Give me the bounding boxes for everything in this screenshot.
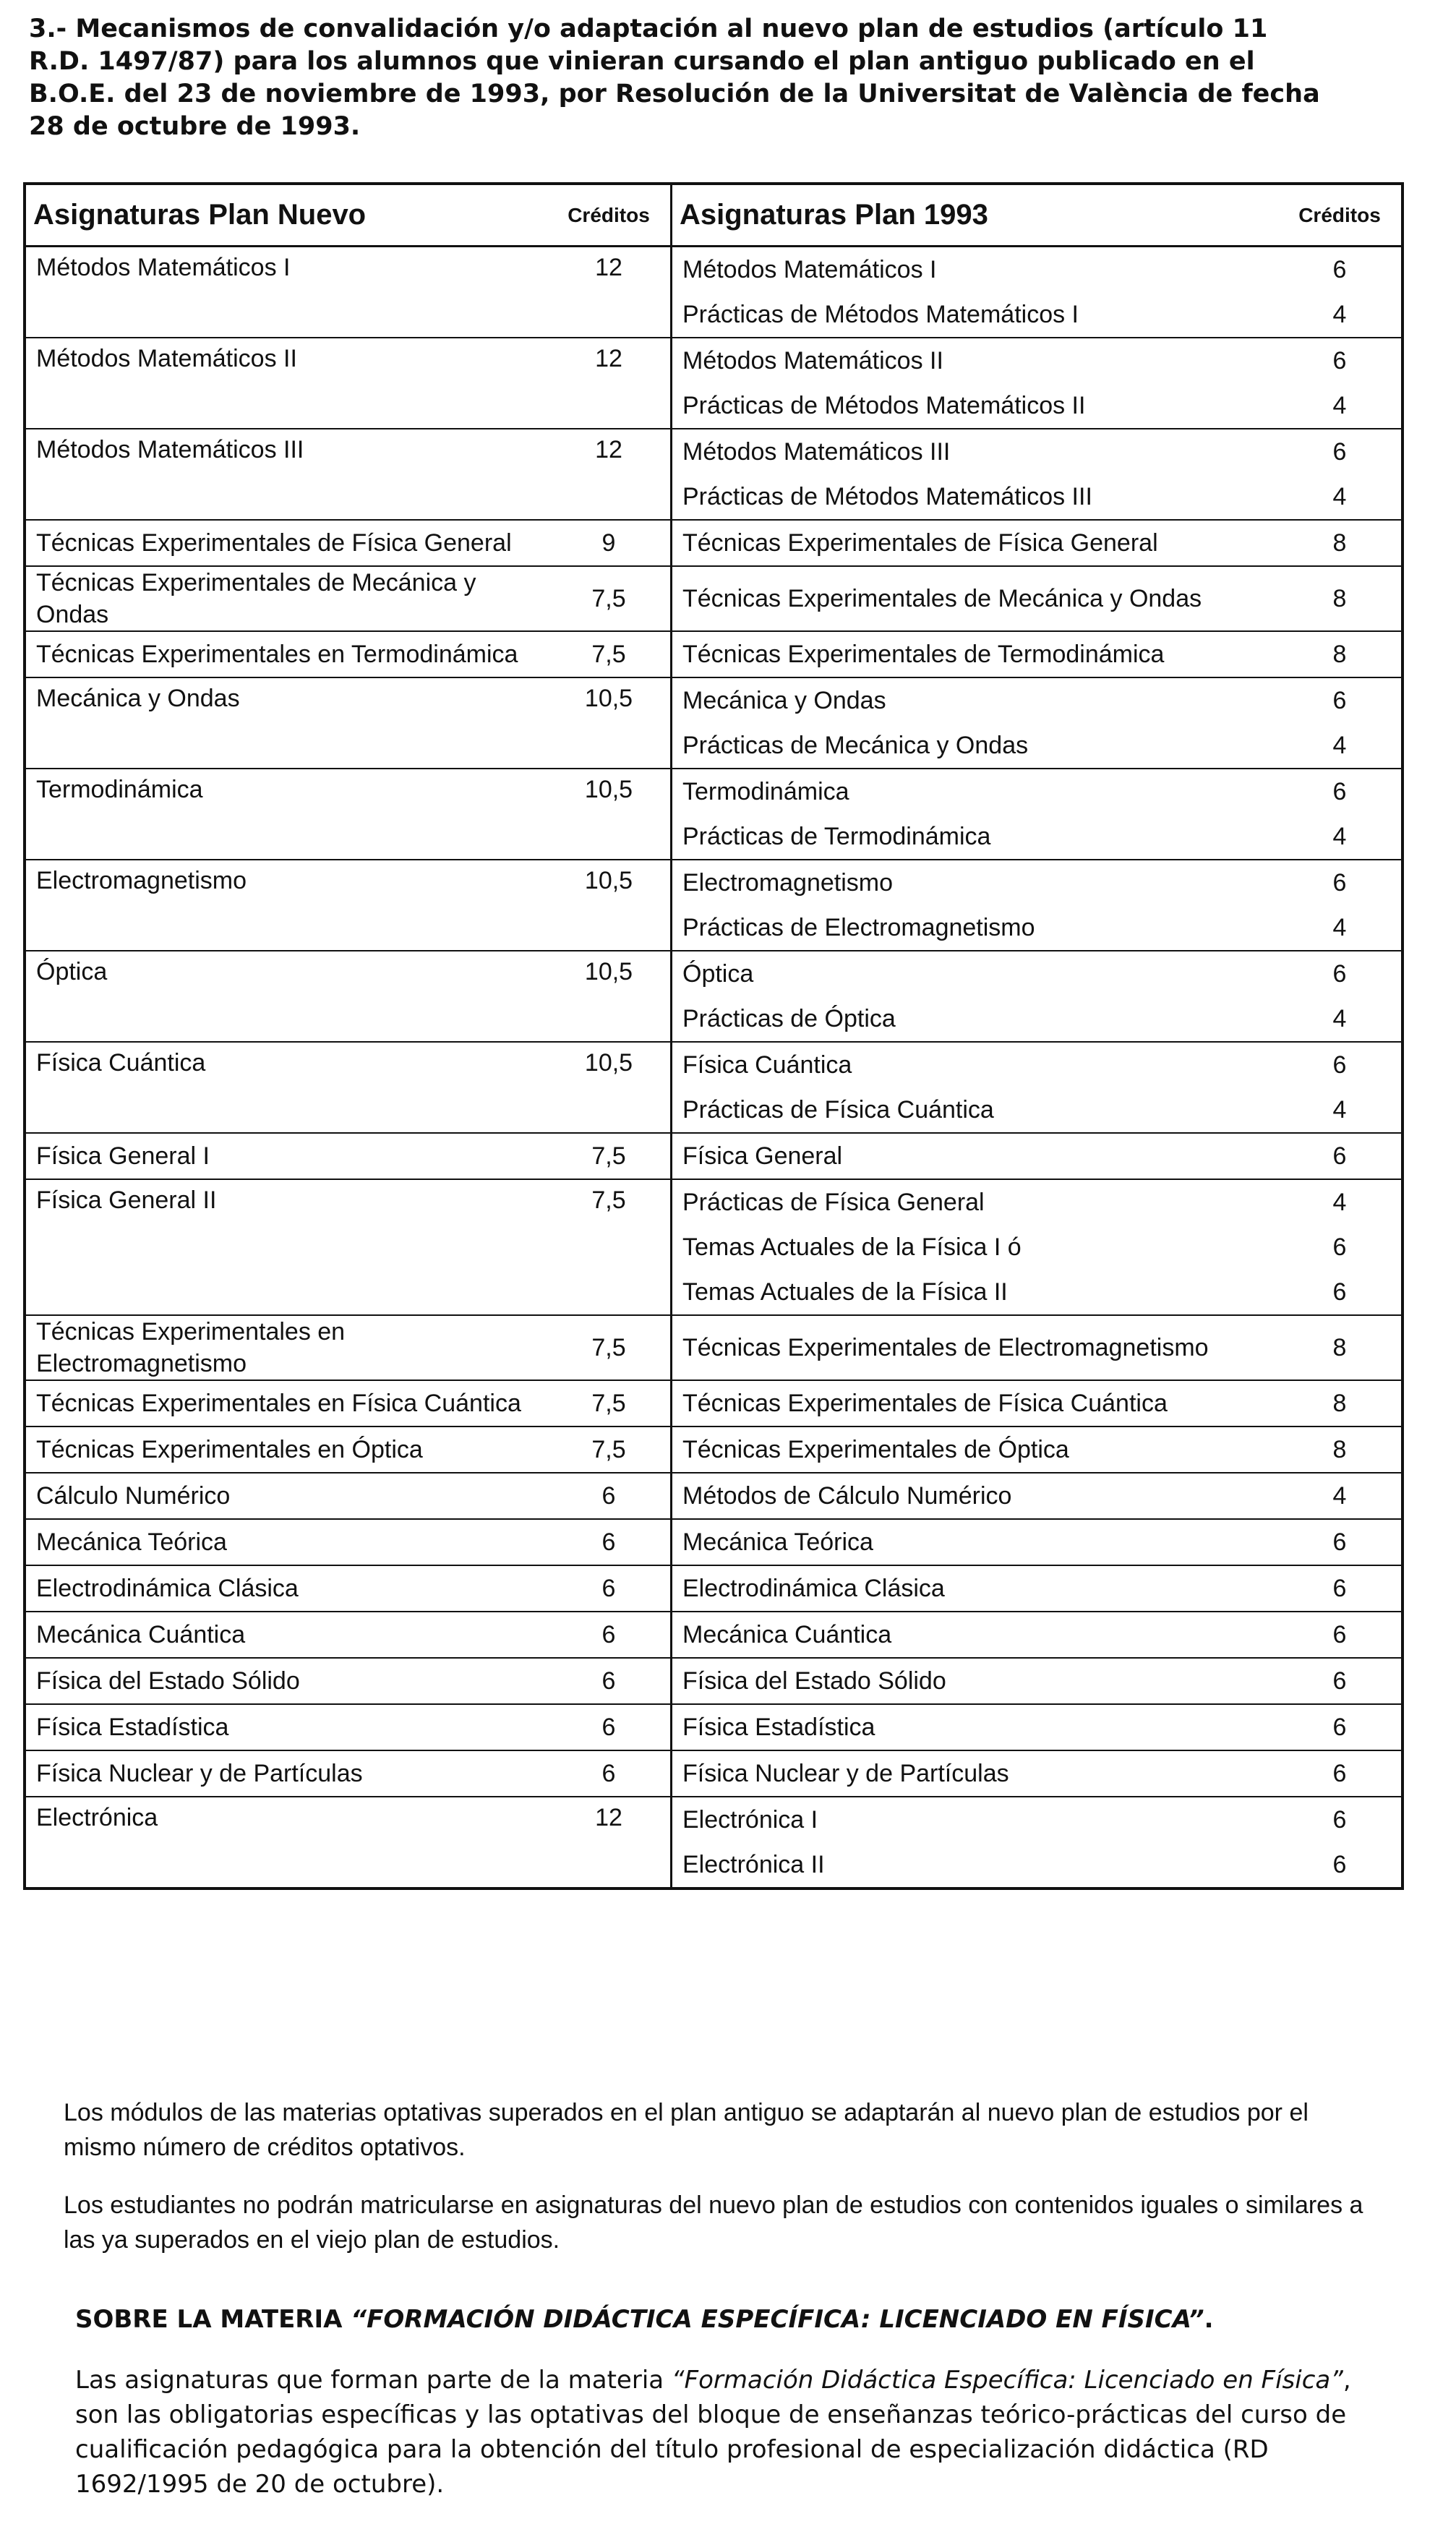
old-plan-credits: 6: [1332, 1528, 1347, 1556]
header-new-plan: [26, 185, 672, 245]
old-plan-credits: 6: [1332, 868, 1347, 897]
new-plan-cell: [26, 247, 672, 337]
new-plan-subject: Óptica: [36, 958, 108, 985]
old-plan-item: [672, 1842, 1401, 1887]
old-plan-credits: 4: [1332, 391, 1347, 419]
old-plan-credits: 6: [1332, 1850, 1347, 1878]
new-plan-credits: 12: [595, 436, 622, 463]
old-plan-subject: Prácticas de Electromagnetismo: [682, 914, 1035, 941]
new-plan-credits: 6: [601, 1482, 616, 1510]
old-plan-subject: Temas Actuales de la Física II: [682, 1278, 1008, 1306]
section-title-prefix: SOBRE LA MATERIA: [75, 2305, 351, 2334]
old-plan-item: [672, 1427, 1401, 1472]
old-plan-credits: 6: [1332, 686, 1347, 714]
old-plan-credits: 4: [1332, 300, 1347, 328]
old-plan-cell: [672, 769, 1401, 859]
new-plan-cell: [26, 1134, 672, 1179]
new-plan-subject: Electromagnetismo: [36, 867, 247, 894]
new-plan-cell: [26, 1427, 672, 1472]
section-title: [75, 2305, 1214, 2334]
old-plan-credits: 6: [1332, 1051, 1347, 1079]
table-row: [26, 1134, 1401, 1180]
table-row: [26, 1316, 1401, 1381]
old-plan-item: [672, 905, 1401, 950]
new-plan-credits: 7,5: [591, 1390, 626, 1417]
old-plan-item: [672, 383, 1401, 428]
new-plan-cell: [26, 860, 672, 950]
table-row: [26, 247, 1401, 338]
old-plan-cell: [672, 1659, 1401, 1703]
old-plan-item: [672, 860, 1401, 905]
old-plan-item: [672, 338, 1401, 383]
old-plan-credits: 6: [1332, 1805, 1347, 1834]
section-paragraph-italic: “Formación Didáctica Específica: Licenciado en Física”: [671, 2366, 1343, 2395]
section-paragraph: [75, 2363, 1369, 2502]
old-plan-cell: [672, 1612, 1401, 1657]
old-plan-cell: [672, 1797, 1401, 1887]
old-plan-item: [672, 1705, 1401, 1750]
new-plan-credits: 10,5: [584, 867, 633, 894]
old-plan-credits: 6: [1332, 1667, 1347, 1695]
old-plan-subject: Mecánica y Ondas: [682, 687, 886, 714]
old-plan-credits: 6: [1332, 255, 1347, 283]
old-plan-cell: [672, 860, 1401, 950]
old-plan-cell: [672, 567, 1401, 630]
table-row: [26, 1751, 1401, 1797]
old-plan-cell: [672, 632, 1401, 677]
new-plan-cell: [26, 1381, 672, 1426]
old-plan-subject: Prácticas de Métodos Matemáticos I: [682, 301, 1079, 328]
old-plan-credits: 8: [1332, 1389, 1347, 1417]
table-row: [26, 632, 1401, 678]
old-plan-credits: 6: [1332, 346, 1347, 375]
table-row: [26, 1705, 1401, 1751]
table-row: [26, 567, 1401, 632]
table-row: [26, 338, 1401, 429]
new-plan-credits: 6: [601, 1575, 616, 1602]
new-plan-credits: 6: [601, 1714, 616, 1741]
page-heading: 3.- Mecanismos de convalidación y/o adaptación al nuevo plan de estudios (artículo 11 R.D. 1497/87) para los alumnos que vinieran cursando el plan antiguo publicado en el B.O.E. del 23 de noviembre de 1993, por Resolución de la Universitat de València de fecha 28 de octubre de 1993.: [29, 14, 1320, 141]
old-plan-item: [672, 521, 1401, 565]
new-plan-subject: Termodinámica: [36, 776, 203, 803]
old-plan-item: [672, 1473, 1401, 1518]
table-row: [26, 860, 1401, 951]
new-plan-subject: Técnicas Experimentales en Termodinámica: [36, 641, 518, 668]
old-plan-cell: [672, 521, 1401, 565]
new-plan-credits: 7,5: [591, 1142, 626, 1170]
old-plan-credits: 8: [1332, 1333, 1347, 1361]
old-plan-credits: 6: [1332, 1142, 1347, 1170]
old-plan-subject: Prácticas de Física Cuántica: [682, 1096, 994, 1124]
new-plan-cell: [26, 1612, 672, 1657]
old-plan-credits: 6: [1332, 1620, 1347, 1648]
old-plan-subject: Técnicas Experimentales de Óptica: [682, 1436, 1069, 1463]
section-title-italic: “FORMACIÓN DIDÁCTICA ESPECÍFICA: LICENCIADO EN FÍSICA”: [351, 2305, 1204, 2334]
old-plan-item: [672, 247, 1401, 292]
new-plan-subject: Técnicas Experimentales de Física General: [36, 529, 512, 557]
old-plan-cell: [672, 1180, 1401, 1314]
new-plan-cell: [26, 1705, 672, 1750]
new-plan-cell: [26, 429, 672, 519]
new-plan-credits: 6: [601, 1528, 616, 1556]
old-plan-cell: [672, 1043, 1401, 1132]
old-plan-subject: Prácticas de Métodos Matemáticos III: [682, 483, 1092, 510]
old-plan-credits: 4: [1332, 1188, 1347, 1216]
old-plan-subject: Métodos de Cálculo Numérico: [682, 1482, 1012, 1510]
header-new-plan-credits: Créditos: [568, 203, 650, 226]
table-row: [26, 1566, 1401, 1612]
table-row: [26, 1473, 1401, 1520]
old-plan-item: [672, 1325, 1401, 1370]
table-row: [26, 1180, 1401, 1316]
old-plan-credits: 6: [1332, 1713, 1347, 1741]
new-plan-credits: 12: [595, 1804, 622, 1831]
old-plan-cell: [672, 1427, 1401, 1472]
old-plan-subject: Técnicas Experimentales de Física General: [682, 529, 1158, 557]
old-plan-item: [672, 1270, 1401, 1314]
header-new-plan-title: Asignaturas Plan Nuevo: [33, 199, 367, 231]
new-plan-credits: 6: [601, 1667, 616, 1695]
old-plan-cell: [672, 1566, 1401, 1611]
new-plan-subject: Física General II: [36, 1186, 217, 1214]
old-plan-item: [672, 769, 1401, 814]
new-plan-subject: Mecánica Cuántica: [36, 1621, 246, 1648]
section-paragraph-end: , son las obligatorias específicas y las optativas del bloque de enseñanzas teórico-prácticas del curso de cualificación pedagógica para la obtención del título profesional de especialización didáctica (RD 1692/1995 de 20 de octubre).: [75, 2366, 1351, 2499]
new-plan-cell: [26, 1566, 672, 1611]
new-plan-credits: 7,5: [591, 641, 626, 668]
old-plan-subject: Óptica: [682, 960, 754, 988]
new-plan-subject: Técnicas Experimentales en Física Cuántica: [36, 1390, 521, 1417]
new-plan-cell: [26, 567, 672, 630]
old-plan-credits: 4: [1332, 1004, 1347, 1032]
old-plan-item: [672, 292, 1401, 337]
old-plan-subject: Métodos Matemáticos I: [682, 256, 937, 283]
new-plan-cell: [26, 769, 672, 859]
old-plan-item: [672, 678, 1401, 723]
old-plan-item: [672, 429, 1401, 474]
old-plan-credits: 4: [1332, 1481, 1347, 1510]
old-plan-subject: Técnicas Experimentales de Física Cuántica: [682, 1390, 1168, 1417]
note-matricula: Los estudiantes no podrán matricularse en asignaturas del nuevo plan de estudios con contenidos iguales o similares a las ya superados en el viejo plan de estudios.: [64, 2191, 1363, 2254]
new-plan-cell: [26, 1180, 672, 1314]
old-plan-cell: [672, 1705, 1401, 1750]
new-plan-subject: Técnicas Experimentales en Electromagnetismo: [36, 1318, 346, 1377]
old-plan-item: [672, 1087, 1401, 1132]
convalidation-table: [23, 182, 1404, 1890]
table-row: [26, 1612, 1401, 1659]
old-plan-cell: [672, 1381, 1401, 1426]
new-plan-credits: 6: [601, 1760, 616, 1787]
new-plan-cell: [26, 1520, 672, 1565]
old-plan-item: [672, 1225, 1401, 1270]
new-plan-credits: 6: [601, 1621, 616, 1648]
old-plan-cell: [672, 1520, 1401, 1565]
new-plan-credits: 10,5: [584, 776, 633, 803]
new-plan-credits: 10,5: [584, 1049, 633, 1077]
old-plan-cell: [672, 429, 1401, 519]
old-plan-credits: 6: [1332, 1759, 1347, 1787]
new-plan-subject: Física Estadística: [36, 1714, 229, 1741]
new-plan-subject: Mecánica y Ondas: [36, 685, 240, 712]
old-plan-cell: [672, 1134, 1401, 1179]
old-plan-item: [672, 1134, 1401, 1179]
table-row: [26, 429, 1401, 521]
old-plan-subject: Métodos Matemáticos III: [682, 438, 951, 466]
old-plan-subject: Física Nuclear y de Partículas: [682, 1760, 1009, 1787]
note-optativas: Los módulos de las materias optativas superados en el plan antiguo se adaptarán al nuevo plan de estudios por el mismo número de créditos optativos.: [64, 2099, 1309, 2161]
old-plan-subject: Mecánica Cuántica: [682, 1621, 892, 1648]
old-plan-credits: 8: [1332, 640, 1347, 668]
new-plan-subject: Métodos Matemáticos II: [36, 345, 297, 372]
old-plan-credits: 4: [1332, 822, 1347, 850]
old-plan-credits: 6: [1332, 1233, 1347, 1261]
old-plan-item: [672, 1659, 1401, 1703]
new-plan-credits: 7,5: [591, 1436, 626, 1463]
old-plan-subject: Electrodinámica Clásica: [682, 1575, 945, 1602]
table-header-row: [26, 185, 1401, 247]
old-plan-item: [672, 1566, 1401, 1611]
old-plan-subject: Prácticas de Mecánica y Ondas: [682, 732, 1029, 759]
old-plan-item: [672, 474, 1401, 519]
new-plan-credits: 10,5: [584, 685, 633, 712]
old-plan-credits: 4: [1332, 1095, 1347, 1124]
old-plan-subject: Termodinámica: [682, 778, 849, 805]
old-plan-cell: [672, 247, 1401, 337]
old-plan-item: [672, 1043, 1401, 1087]
old-plan-cell: [672, 1473, 1401, 1518]
old-plan-subject: Prácticas de Métodos Matemáticos II: [682, 392, 1086, 419]
new-plan-subject: Electrónica: [36, 1804, 158, 1831]
old-plan-credits: 8: [1332, 529, 1347, 557]
new-plan-subject: Técnicas Experimentales en Óptica: [36, 1436, 423, 1463]
new-plan-credits: 12: [595, 345, 622, 372]
new-plan-cell: [26, 632, 672, 677]
table-row: [26, 951, 1401, 1043]
old-plan-item: [672, 1751, 1401, 1796]
header-old-plan-credits: Créditos: [1298, 203, 1381, 226]
new-plan-cell: [26, 521, 672, 565]
table-row: [26, 1381, 1401, 1427]
header-old-plan: [672, 185, 1401, 245]
table-row: [26, 1043, 1401, 1134]
section-paragraph-start: Las asignaturas que forman parte de la materia: [75, 2366, 672, 2395]
new-plan-subject: Métodos Matemáticos III: [36, 436, 304, 463]
new-plan-credits: 7,5: [591, 1186, 626, 1214]
new-plan-cell: [26, 678, 672, 768]
old-plan-subject: Técnicas Experimentales de Termodinámica: [682, 641, 1165, 668]
old-plan-credits: 6: [1332, 959, 1347, 988]
new-plan-credits: 7,5: [591, 585, 626, 612]
new-plan-cell: [26, 1751, 672, 1796]
new-plan-subject: Física Nuclear y de Partículas: [36, 1760, 363, 1787]
new-plan-subject: Métodos Matemáticos I: [36, 254, 291, 281]
old-plan-item: [672, 996, 1401, 1041]
old-plan-subject: Prácticas de Termodinámica: [682, 823, 991, 850]
old-plan-subject: Física Estadística: [682, 1714, 875, 1741]
old-plan-item: [672, 814, 1401, 859]
old-plan-item: [672, 632, 1401, 677]
old-plan-item: [672, 1520, 1401, 1565]
old-plan-credits: 4: [1332, 482, 1347, 510]
old-plan-subject: Electrónica I: [682, 1806, 818, 1834]
old-plan-subject: Física Cuántica: [682, 1051, 852, 1079]
old-plan-credits: 4: [1332, 913, 1347, 941]
old-plan-item: [672, 951, 1401, 996]
old-plan-cell: [672, 678, 1401, 768]
new-plan-cell: [26, 1659, 672, 1703]
old-plan-cell: [672, 1751, 1401, 1796]
new-plan-credits: 10,5: [584, 958, 633, 985]
section-title-suffix: .: [1204, 2305, 1214, 2334]
table-row: [26, 1427, 1401, 1473]
old-plan-subject: Técnicas Experimentales de Mecánica y Ondas: [682, 585, 1202, 612]
old-plan-cell: [672, 1316, 1401, 1380]
new-plan-cell: [26, 1316, 672, 1380]
table-body: [26, 247, 1401, 1887]
new-plan-credits: 7,5: [591, 1334, 626, 1361]
new-plan-cell: [26, 1043, 672, 1132]
old-plan-subject: Métodos Matemáticos II: [682, 347, 943, 375]
old-plan-item: [672, 1381, 1401, 1426]
table-row: [26, 1797, 1401, 1887]
new-plan-subject: Técnicas Experimentales de Mecánica y Ondas: [36, 569, 476, 628]
old-plan-subject: Electromagnetismo: [682, 869, 894, 897]
old-plan-item: [672, 1180, 1401, 1225]
new-plan-credits: 12: [595, 254, 622, 281]
new-plan-cell: [26, 338, 672, 428]
old-plan-item: [672, 1612, 1401, 1657]
old-plan-subject: Prácticas de Física General: [682, 1189, 985, 1216]
old-plan-cell: [672, 951, 1401, 1041]
new-plan-cell: [26, 1797, 672, 1887]
table-row: [26, 521, 1401, 567]
old-plan-item: [672, 723, 1401, 768]
old-plan-credits: 6: [1332, 1278, 1347, 1306]
new-plan-subject: Física Cuántica: [36, 1049, 206, 1077]
table-row: [26, 1659, 1401, 1705]
old-plan-item: [672, 576, 1401, 621]
new-plan-subject: Electrodinámica Clásica: [36, 1575, 299, 1602]
old-plan-subject: Física General: [682, 1142, 843, 1170]
old-plan-subject: Temas Actuales de la Física I ó: [682, 1233, 1022, 1261]
new-plan-subject: Cálculo Numérico: [36, 1482, 231, 1510]
new-plan-subject: Física General I: [36, 1142, 210, 1170]
header-old-plan-title: Asignaturas Plan 1993: [680, 199, 988, 231]
old-plan-subject: Física del Estado Sólido: [682, 1667, 946, 1695]
old-plan-cell: [672, 338, 1401, 428]
old-plan-subject: Mecánica Teórica: [682, 1528, 873, 1556]
new-plan-credits: 9: [601, 529, 616, 557]
old-plan-credits: 6: [1332, 777, 1347, 805]
old-plan-credits: 6: [1332, 437, 1347, 466]
old-plan-item: [672, 1797, 1401, 1842]
new-plan-cell: [26, 951, 672, 1041]
old-plan-credits: 8: [1332, 1435, 1347, 1463]
new-plan-subject: Mecánica Teórica: [36, 1528, 227, 1556]
table-row: [26, 769, 1401, 860]
old-plan-credits: 4: [1332, 731, 1347, 759]
old-plan-credits: 8: [1332, 584, 1347, 612]
new-plan-subject: Física del Estado Sólido: [36, 1667, 300, 1695]
old-plan-subject: Electrónica II: [682, 1851, 825, 1878]
old-plan-subject: Técnicas Experimentales de Electromagnetismo: [682, 1334, 1209, 1361]
new-plan-cell: [26, 1473, 672, 1518]
old-plan-credits: 6: [1332, 1574, 1347, 1602]
old-plan-subject: Prácticas de Óptica: [682, 1005, 896, 1032]
table-row: [26, 1520, 1401, 1566]
table-row: [26, 678, 1401, 769]
